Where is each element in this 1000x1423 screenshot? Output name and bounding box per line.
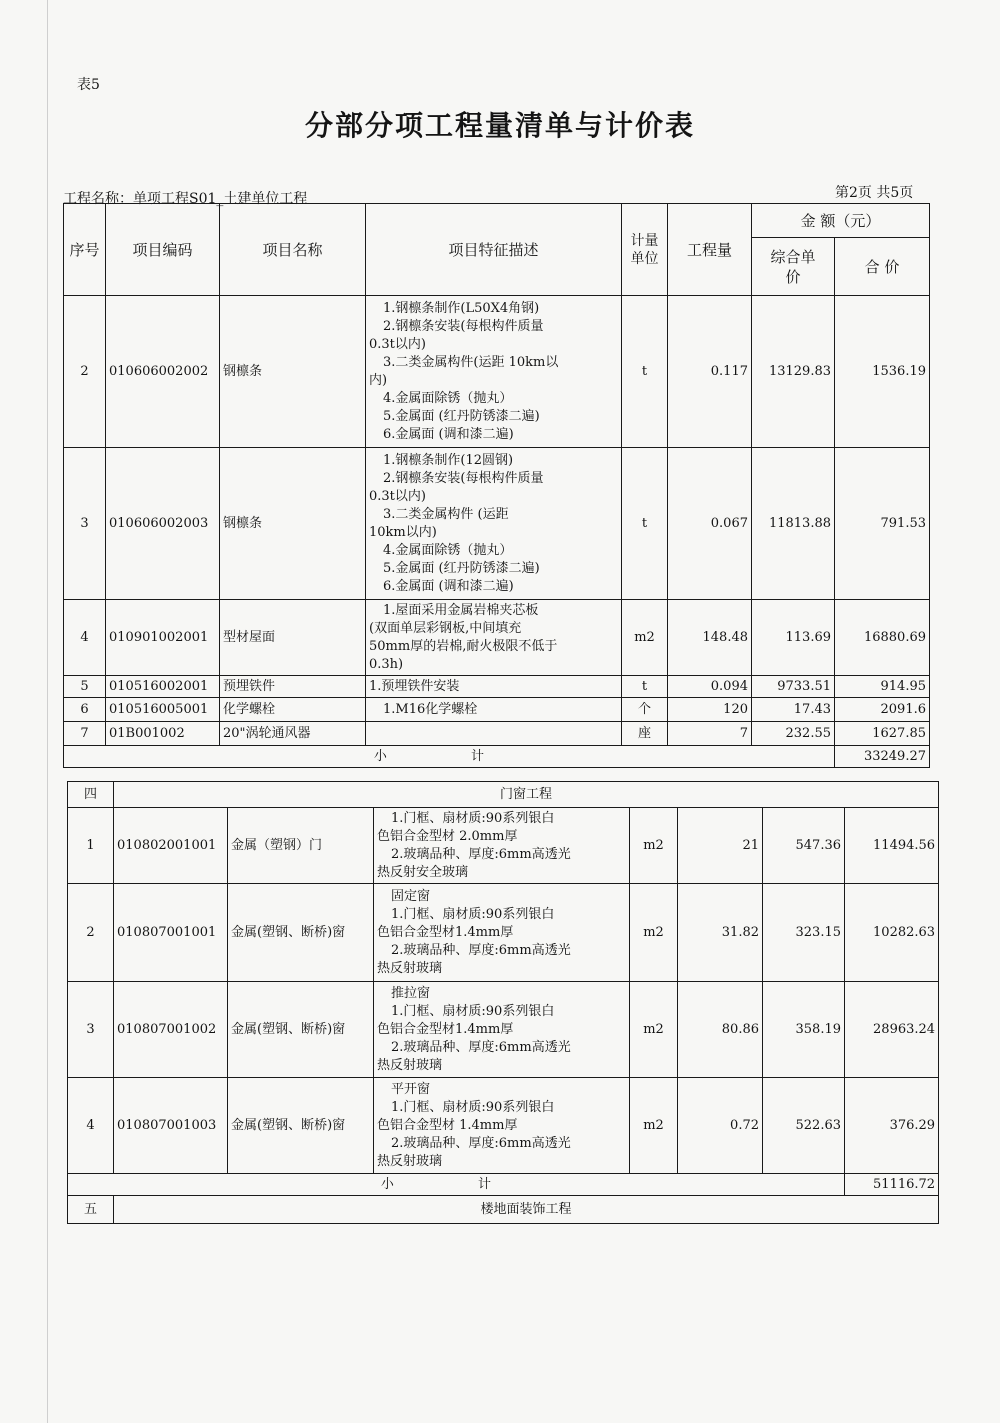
row-unit-price: 9733.51: [752, 676, 835, 698]
subtotal-label: 小 计: [64, 746, 835, 768]
row-seq: 7: [64, 722, 106, 746]
pricing-table-lower: [67, 781, 939, 1224]
subtotal-value: 33249.27: [835, 746, 930, 768]
row-unit: m2: [630, 808, 678, 884]
row-quantity: 0.117: [668, 296, 752, 448]
desc-line: 热反射玻璃: [377, 1057, 443, 1073]
row-name: 化学螺栓: [220, 698, 366, 722]
row-unit-price: 113.69: [752, 600, 835, 676]
row-unit-price: 323.15: [763, 884, 845, 982]
table-row: [64, 698, 930, 722]
col-header-description: 项目特征描述: [366, 204, 622, 296]
row-unit: t: [622, 676, 668, 698]
document-title: 分部分项工程量清单与计价表: [304, 109, 695, 142]
desc-line: 2.玻璃品种、厚度:6mm高透光: [391, 1135, 571, 1151]
row-name: 金属（塑钢）门: [228, 808, 374, 884]
row-code: 010606002003: [106, 448, 220, 600]
scan-edge-line: [47, 0, 48, 1423]
desc-line: 6.金属面 (调和漆二遍): [383, 426, 514, 442]
row-seq: 4: [64, 600, 106, 676]
row-unit-price: 11813.88: [752, 448, 835, 600]
row-quantity: 21: [678, 808, 763, 884]
desc-line: 推拉窗: [391, 985, 431, 1001]
col-header-unit: 计量单位: [622, 204, 668, 296]
desc-line: 2.玻璃品种、厚度:6mm高透光: [391, 942, 571, 958]
row-code: 010807001003: [114, 1078, 228, 1174]
table-row: [68, 884, 939, 982]
table-row: [68, 808, 939, 884]
desc-line: 2.钢檩条安装(每根构件质量: [383, 470, 544, 486]
row-unit-price: 547.36: [763, 808, 845, 884]
row-description: [366, 600, 622, 676]
row-code: 010516002001: [106, 676, 220, 698]
row-description: [374, 884, 630, 982]
row-name: 金属(塑钢、断桥)窗: [228, 884, 374, 982]
row-description: [366, 296, 622, 448]
table-row: [64, 448, 930, 600]
row-unit: m2: [630, 1078, 678, 1174]
row-unit: 个: [622, 698, 668, 722]
row-name: 钢檩条: [220, 448, 366, 600]
desc-line: 1.门框、扇材质:90系列银白: [391, 906, 555, 922]
row-total: 1627.85: [835, 722, 930, 746]
row-quantity: 80.86: [678, 982, 763, 1078]
row-quantity: 120: [668, 698, 752, 722]
desc-line: 热反射玻璃: [377, 1153, 443, 1169]
row-unit-price: 358.19: [763, 982, 845, 1078]
col-header-quantity: 工程量: [668, 204, 752, 296]
row-unit: t: [622, 296, 668, 448]
row-description: [366, 676, 622, 698]
desc-line: 0.3t以内): [369, 488, 426, 504]
row-name: 预埋铁件: [220, 676, 366, 698]
desc-line: 1.钢檩条制作(12圆钢): [383, 452, 514, 468]
desc-line: 6.金属面 (调和漆二遍): [383, 578, 514, 594]
row-code: 01B001002: [106, 722, 220, 746]
row-total: 28963.24: [845, 982, 939, 1078]
row-total: 10282.63: [845, 884, 939, 982]
col-header-amount-group: 金 额（元）: [752, 204, 930, 238]
row-description: [366, 722, 622, 746]
section-row: [68, 1196, 939, 1224]
row-name: 型材屋面: [220, 600, 366, 676]
row-unit: m2: [630, 884, 678, 982]
desc-line: 1.门框、扇材质:90系列银白: [391, 810, 555, 826]
row-seq: 5: [64, 676, 106, 698]
row-seq: 4: [68, 1078, 114, 1174]
row-description: [366, 698, 622, 722]
row-code: 010901002001: [106, 600, 220, 676]
row-total: 16880.69: [835, 600, 930, 676]
row-unit-price: 232.55: [752, 722, 835, 746]
subtotal-value: 51116.72: [845, 1174, 939, 1196]
row-code: 010807001001: [114, 884, 228, 982]
subtotal-row: [64, 746, 930, 768]
row-total: 791.53: [835, 448, 930, 600]
table-row: [64, 676, 930, 698]
row-code: 010807001002: [114, 982, 228, 1078]
page-indicator: 第2页 共5页: [835, 185, 914, 201]
row-quantity: 0.067: [668, 448, 752, 600]
table-row: [64, 600, 930, 676]
desc-line: 5.金属面 (红丹防锈漆二遍): [383, 560, 540, 576]
row-name: 钢檩条: [220, 296, 366, 448]
desc-line: 热反射玻璃: [377, 960, 443, 976]
section-seq: 五: [68, 1196, 114, 1224]
desc-line: (双面单层彩钢板,中间填充: [369, 620, 522, 636]
desc-line: 色铝合金型材 1.4mm厚: [377, 1117, 518, 1133]
desc-line: 50mm厚的岩棉,耐火极限不低于: [369, 638, 558, 654]
row-seq: 3: [68, 982, 114, 1078]
desc-line: 色铝合金型材 2.0mm厚: [377, 828, 518, 844]
section-label: 楼地面装饰工程: [114, 1196, 939, 1224]
desc-line: 3.二类金属构件(运距 10km以: [383, 354, 559, 370]
project-name: 工程名称：单项工程S01_土建单位工程: [63, 191, 308, 207]
subtotal-row: [68, 1174, 939, 1196]
row-seq: 1: [68, 808, 114, 884]
table-row: [68, 982, 939, 1078]
col-header-unit-price: 综合单价: [752, 238, 835, 296]
row-quantity: 31.82: [678, 884, 763, 982]
row-total: 376.29: [845, 1078, 939, 1174]
row-description: [374, 1078, 630, 1174]
table-row: [68, 1078, 939, 1174]
desc-line: 2.钢檩条安装(每根构件质量: [383, 318, 544, 334]
row-description: [374, 982, 630, 1078]
section-label: 门窗工程: [114, 782, 939, 808]
desc-line: 2.玻璃品种、厚度:6mm高透光: [391, 1039, 571, 1055]
desc-line: 1.M16化学螺栓: [383, 701, 478, 717]
col-header-code: 项目编码: [106, 204, 220, 296]
row-unit: m2: [630, 982, 678, 1078]
desc-line: 1.门框、扇材质:90系列银白: [391, 1099, 555, 1115]
row-description: [374, 808, 630, 884]
row-seq: 3: [64, 448, 106, 600]
row-unit: t: [622, 448, 668, 600]
row-total: 2091.6: [835, 698, 930, 722]
desc-line: 0.3t以内): [369, 336, 426, 352]
row-seq: 6: [64, 698, 106, 722]
table-row: [64, 722, 930, 746]
desc-line: 4.金属面除锈（抛丸）: [383, 542, 513, 558]
desc-line: 平开窗: [391, 1081, 431, 1097]
desc-line: 热反射安全玻璃: [377, 864, 469, 880]
table-label: 表5: [77, 77, 100, 93]
desc-line: 内): [369, 372, 388, 388]
desc-line: 色铝合金型材1.4mm厚: [377, 1021, 514, 1037]
row-code: 010516005001: [106, 698, 220, 722]
row-description: [366, 448, 622, 600]
desc-line: 1.屋面采用金属岩棉夹芯板: [383, 602, 539, 618]
row-name: 金属(塑钢、断桥)窗: [228, 1078, 374, 1174]
row-total: 11494.56: [845, 808, 939, 884]
row-quantity: 7: [668, 722, 752, 746]
desc-line: 4.金属面除锈（抛丸）: [383, 390, 513, 406]
row-code: 010606002002: [106, 296, 220, 448]
row-total: 1536.19: [835, 296, 930, 448]
table-row: [64, 296, 930, 448]
row-seq: 2: [68, 884, 114, 982]
section-seq: 四: [68, 782, 114, 808]
desc-line: 固定窗: [391, 888, 431, 904]
desc-line: 1.门框、扇材质:90系列银白: [391, 1003, 555, 1019]
row-total: 914.95: [835, 676, 930, 698]
row-quantity: 148.48: [668, 600, 752, 676]
desc-line: 10km以内): [369, 524, 437, 540]
desc-line: 0.3h): [369, 656, 404, 672]
row-unit: m2: [622, 600, 668, 676]
col-header-seq: 序号: [64, 204, 106, 296]
desc-line: 5.金属面 (红丹防锈漆二遍): [383, 408, 540, 424]
row-unit-price: 13129.83: [752, 296, 835, 448]
row-seq: 2: [64, 296, 106, 448]
row-name: 20"涡轮通风器: [220, 722, 366, 746]
section-row: [68, 782, 939, 808]
desc-line: 色铝合金型材1.4mm厚: [377, 924, 514, 940]
desc-line: 3.二类金属构件 (运距: [383, 506, 509, 522]
col-header-total: 合 价: [835, 238, 930, 296]
desc-line: 1.钢檩条制作(L50X4角钢): [383, 300, 540, 316]
row-unit-price: 522.63: [763, 1078, 845, 1174]
row-quantity: 0.72: [678, 1078, 763, 1174]
row-name: 金属(塑钢、断桥)窗: [228, 982, 374, 1078]
row-unit: 座: [622, 722, 668, 746]
row-quantity: 0.094: [668, 676, 752, 698]
desc-line: 2.玻璃品种、厚度:6mm高透光: [391, 846, 571, 862]
subtotal-label: 小 计: [68, 1174, 845, 1196]
row-unit-price: 17.43: [752, 698, 835, 722]
row-code: 010802001001: [114, 808, 228, 884]
desc-line: 1.预埋铁件安装: [369, 678, 460, 694]
col-header-name: 项目名称: [220, 204, 366, 296]
pricing-table-upper: [63, 203, 930, 768]
